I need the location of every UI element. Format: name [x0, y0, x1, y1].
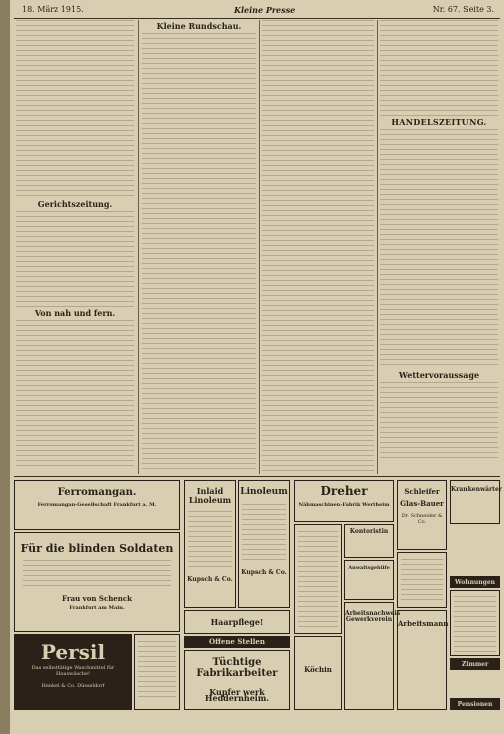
ad-text-lines — [298, 531, 338, 629]
ad-text-lines — [454, 596, 496, 652]
zimmer-label: Zimmer — [461, 661, 489, 668]
ads-rule — [14, 476, 500, 477]
ad-krankenwaerter — [450, 480, 500, 524]
column-divider — [138, 20, 139, 474]
ad-gewerkverein-title: Arbeitsnachweis Gewerkverein — [345, 610, 401, 623]
zimmer-banner — [450, 658, 500, 670]
ad-linoleum — [238, 480, 290, 608]
wohnungen-banner — [450, 576, 500, 588]
heading-wetter: Wettervoraussage — [398, 370, 480, 380]
page-edge — [0, 0, 10, 734]
ad-arbeitsmann — [397, 610, 447, 710]
header-date: 18. März 1915. — [22, 5, 84, 14]
pensionen-banner — [450, 698, 500, 710]
ad-gewerkverein — [344, 602, 401, 710]
ad-inlaid-firm: Kupsch & Co. — [187, 576, 233, 583]
column-4 — [380, 20, 498, 474]
header-page: Nr. 67. Seite 3. — [432, 5, 494, 14]
ad-fabrikarbeiter — [184, 650, 290, 710]
column-3 — [262, 20, 374, 474]
ad-anwalt-title: Anwaltsgehilfe — [348, 565, 390, 571]
ad-blinde-soldaten — [14, 532, 180, 632]
ad-text-lines — [242, 504, 286, 564]
article-text — [380, 20, 498, 116]
offene-stellen-banner — [184, 636, 290, 648]
ad-kontoristin-title: Kontoristin — [349, 528, 389, 535]
ad-dreher-title: Dreher — [320, 484, 368, 498]
article-text — [380, 382, 498, 462]
ad-text-lines — [188, 511, 232, 571]
column-2 — [142, 20, 256, 474]
heading-handelszeitung: HANDELSZEITUNG. — [391, 117, 487, 127]
ad-kontoristin — [344, 524, 394, 558]
ad-ferromangan-title: Ferromangan. — [57, 487, 137, 498]
ad-inlaid-title: Inlaid Linoleum — [188, 486, 232, 505]
ad-schleifer — [397, 480, 447, 550]
pensionen-label: Pensionen — [457, 701, 493, 708]
ad-text-lines — [138, 641, 176, 701]
ad-persil-text — [134, 634, 180, 710]
column-1 — [16, 20, 134, 474]
ad-linoleum-firm: Kupsch & Co. — [241, 569, 287, 576]
ad-blinde-place: Frankfurt am Main. — [69, 605, 125, 611]
header-rule — [14, 18, 500, 19]
ad-dr-firm: Dr. Schneider & Co. — [401, 513, 443, 525]
article-text — [16, 320, 134, 470]
heading-gerichtszeitung: Gerichtszeitung. — [37, 199, 113, 209]
ad-krankenwaerter-title: Krankenwärter — [451, 486, 502, 493]
ad-haarpflege-title: Haarpflege! — [210, 617, 264, 627]
ad-text-lines — [401, 559, 443, 603]
ad-wohnungen-text — [450, 590, 500, 656]
article-text — [380, 129, 498, 369]
article-text — [142, 33, 256, 469]
ad-column-text — [397, 552, 447, 608]
ad-linoleum-title: Linoleum — [240, 487, 288, 497]
ad-persil-maker: Henkel & Co. Düsseldorf — [41, 683, 105, 689]
offene-stellen-label: Offene Stellen — [209, 637, 265, 646]
ad-blinde-name: Frau von Schenck — [62, 594, 132, 603]
ads-section — [14, 478, 500, 718]
header-paper: Kleine Presse — [234, 5, 296, 15]
ad-schleifer-title: Schleifer — [404, 487, 440, 496]
ad-arbeitsmann-title: Arbeitsmann — [398, 619, 449, 628]
article-text — [16, 20, 134, 198]
ad-inlaid-linoleum — [184, 480, 236, 608]
ad-koechin-title: Köchin — [304, 665, 332, 674]
ad-blinde-text — [23, 560, 171, 590]
ad-persil-slogan: Das selbsttätige Waschmittel für Hauswäsche! — [31, 665, 115, 677]
ad-ferromangan — [14, 480, 180, 530]
column-divider — [377, 20, 378, 474]
ad-dreher-sub: Nähmaschinen-Fabrik Wertheim — [298, 502, 390, 508]
ad-blinde-title: Für die blinden Soldaten — [20, 542, 174, 555]
ad-ferromangan-company: Ferromangan-Gesellschaft Frankfurt a. M. — [37, 502, 157, 508]
ad-koechin — [294, 636, 342, 710]
page-header — [14, 2, 500, 18]
ad-column-text — [294, 524, 342, 634]
article-text — [16, 211, 134, 307]
ad-fabrikarbeiter-title: Tüchtige Fabrikarbeiter — [196, 657, 278, 679]
article-text — [262, 20, 374, 474]
ad-persil — [14, 634, 132, 710]
ad-anwaltsgehilfe — [344, 560, 394, 600]
ad-dreher — [294, 480, 394, 522]
column-divider — [259, 20, 260, 474]
ad-fabrikarbeiter-firm: Kupfer werk Heddernheim. — [204, 687, 270, 703]
heading-von-nah-und-fern: Von nah und fern. — [34, 308, 116, 318]
ad-glas-title: Glas-Bauer — [400, 499, 444, 508]
ad-persil-title: Persil — [40, 640, 106, 664]
heading-kleine-rundschau: Kleine Rundschau. — [156, 21, 242, 31]
ad-haarpflege — [184, 610, 290, 634]
wohnungen-label: Wohnungen — [454, 579, 496, 586]
